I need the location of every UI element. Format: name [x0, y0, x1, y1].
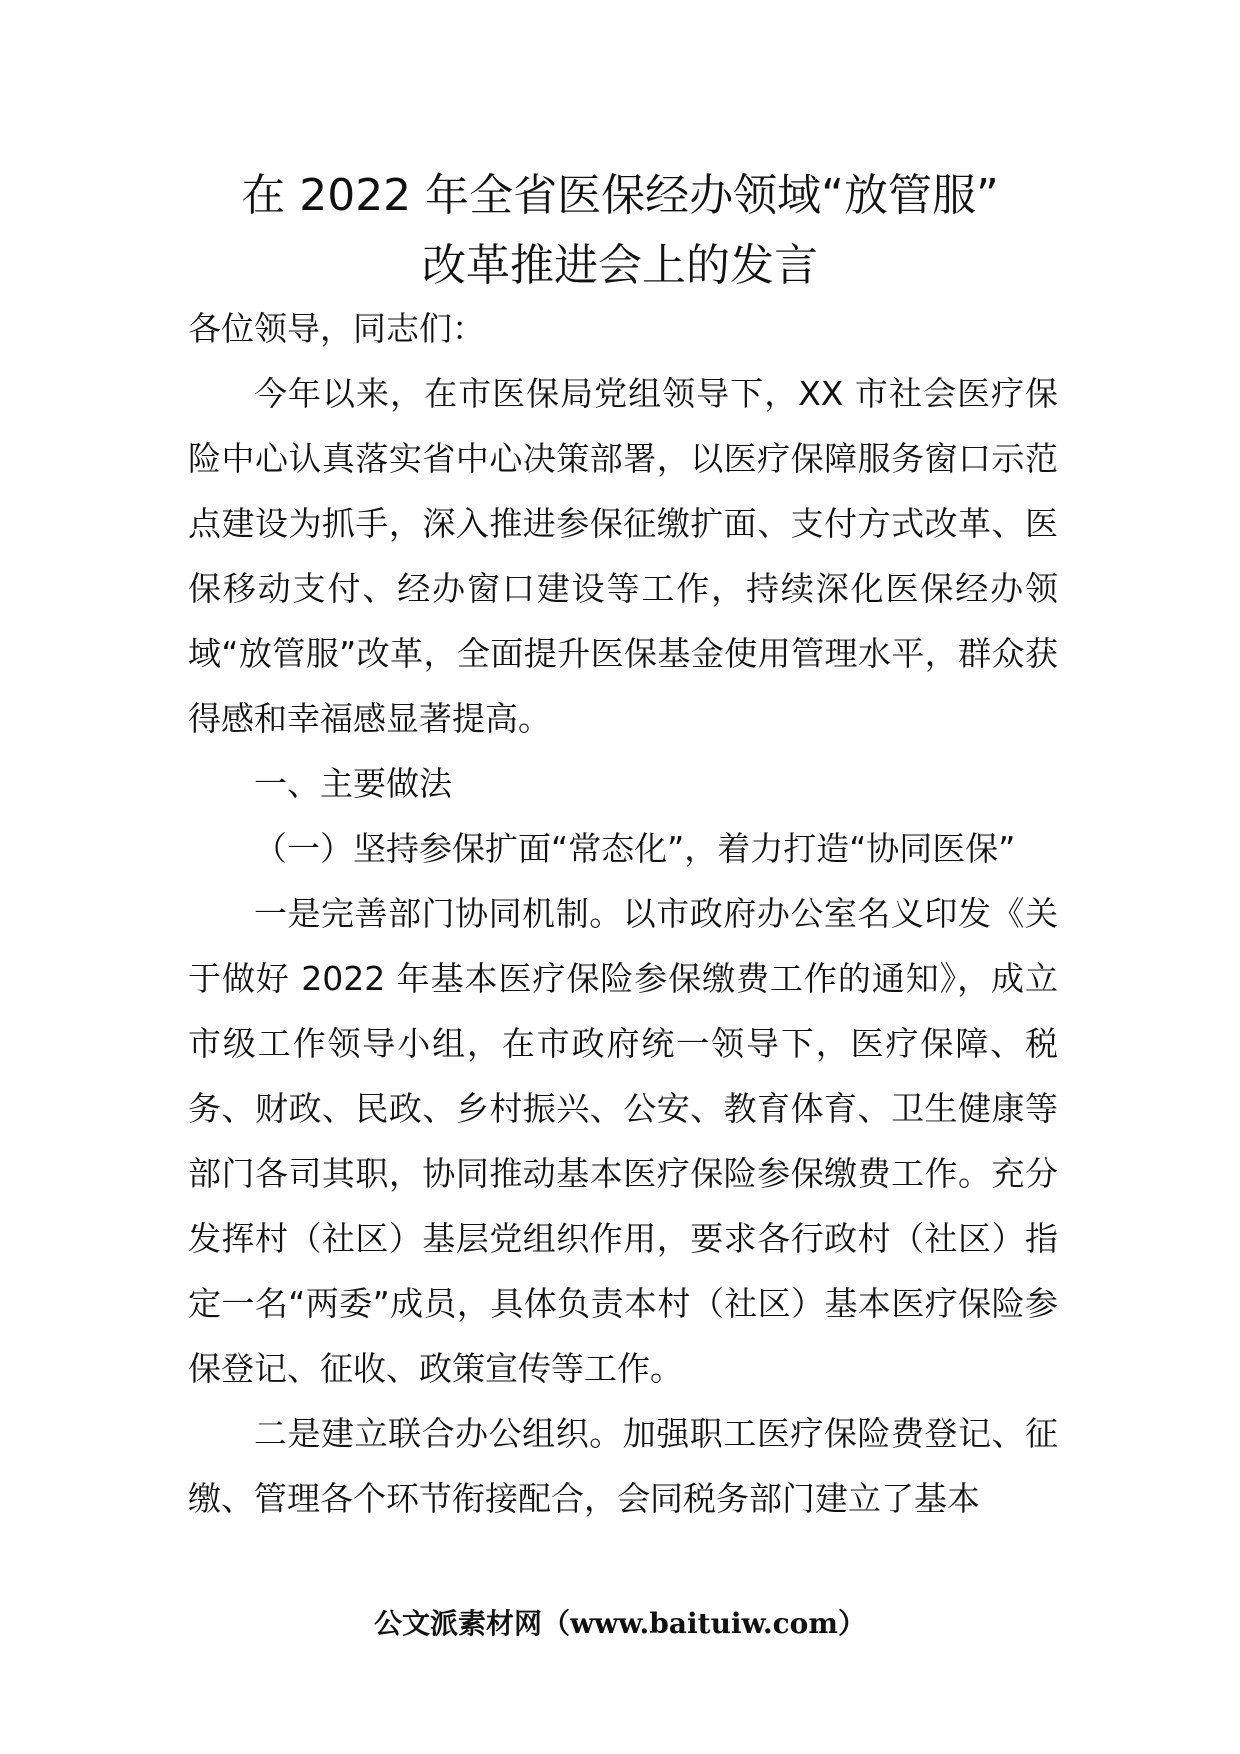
paragraph-point-2: 二是建立联合办公组织。加强职工医疗保险费登记、征缴、管理各个环节衔接配合，会同税务部门建立了基本 [188, 1414, 1058, 1518]
paragraph-point-1: 一是完善部门协同机制。以市政府办公室名义印发《关于做好 2022 年基本医疗保险参保缴费工作的通知》，成立市级工作领导小组，在市政府统一领导下，医疗保障、税务、财政、民政、乡村振兴、公安、教育体育、卫生健康等部门各司其职，协同推动基本医疗保险参保缴费工作。充分发挥村（社区）基层党组织作用，要求各行政村（社区）指定一名“两委”成员，具体负责本村（社区）基本医疗保险参保登记、征收、政策宣传等工作。 [188, 894, 1058, 1388]
document-body [188, 296, 1058, 1531]
subsection-heading-1: （一）坚持参保扩面“常态化”，着力打造“协同医保” [254, 829, 1016, 868]
document-title-line-2: 改革推进会上的发言 [422, 240, 818, 291]
section-heading-main-practices: 一、主要做法 [254, 764, 452, 803]
document-title-line-1: 在 2022 年全省医保经办领域“放管服” [241, 170, 999, 221]
salutation: 各位领导，同志们： [188, 309, 485, 348]
paragraph-intro: 今年以来，在市医保局党组领导下，XX 市社会医疗保险中心认真落实省中心决策部署，以医疗保障服务窗口示范点建设为抓手，深入推进参保征缴扩面、支付方式改革、医保移动支付、经办窗口建设等工作，持续深化医保经办领域“放管服”改革，全面提升医保基金使用管理水平，群众获得感和幸福感显著提高。 [188, 374, 1058, 738]
footer-watermark-text: 公文派素材网（www.baituiw.com） [374, 1607, 866, 1640]
